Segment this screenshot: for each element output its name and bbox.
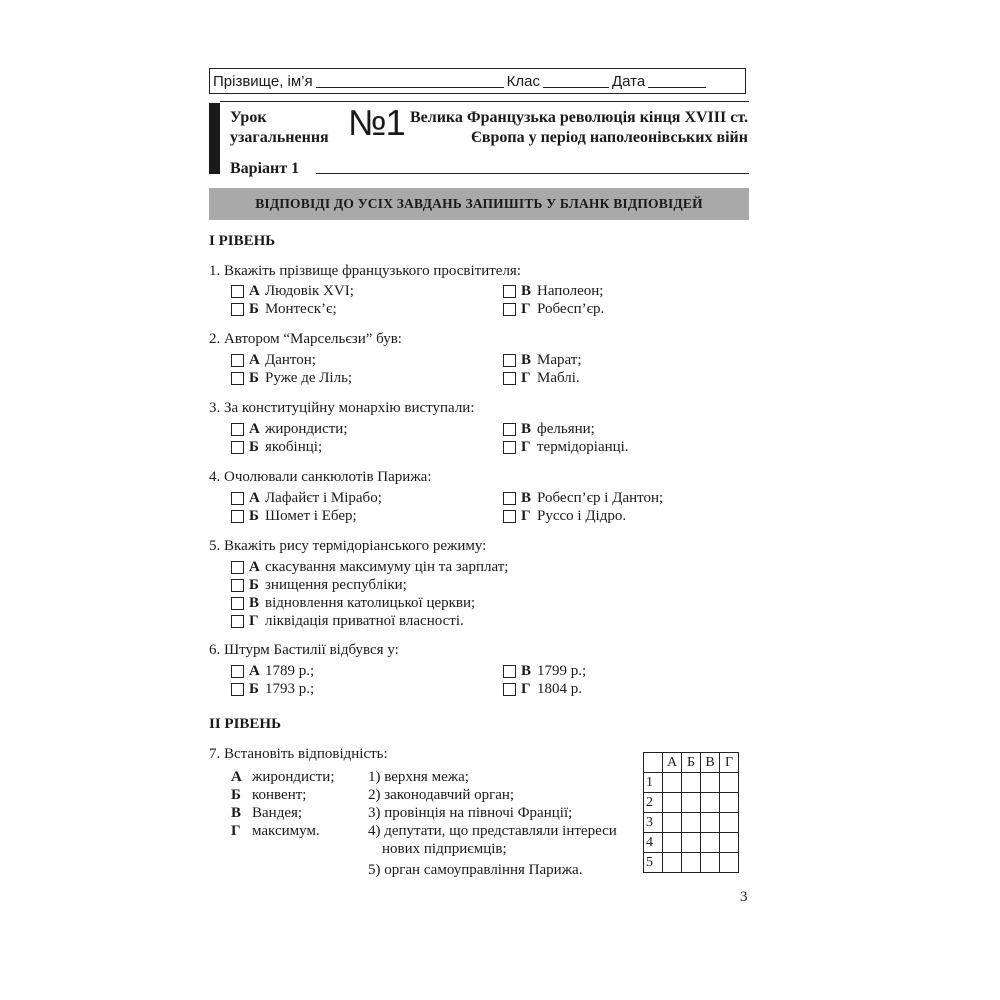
grid-col-header: А bbox=[663, 753, 682, 773]
q2-option-a[interactable]: А Дантон; bbox=[231, 351, 316, 369]
question-6: 6. Штурм Бастилії відбувся у: bbox=[209, 642, 399, 658]
q3-option-a[interactable]: А жирондисти; bbox=[231, 420, 348, 438]
date-blank[interactable] bbox=[648, 74, 706, 88]
checkbox[interactable] bbox=[503, 665, 516, 678]
q3-option-b[interactable]: Б якобінці; bbox=[231, 438, 322, 456]
match-left-item: А жирондисти; bbox=[231, 769, 335, 785]
variant-label: Варіант 1 bbox=[230, 160, 300, 177]
checkbox[interactable] bbox=[231, 561, 244, 574]
question-1: 1. Вкажіть прізвище французького просвітителя: bbox=[209, 263, 521, 279]
checkbox[interactable] bbox=[231, 423, 244, 436]
grid-cell[interactable] bbox=[720, 773, 739, 793]
checkbox[interactable] bbox=[231, 492, 244, 505]
grid-cell[interactable] bbox=[720, 813, 739, 833]
match-right-item: 5) орган самоуправління Парижа. bbox=[368, 862, 583, 878]
grid-cell[interactable] bbox=[720, 853, 739, 873]
checkbox[interactable] bbox=[231, 372, 244, 385]
grid-cell[interactable] bbox=[682, 813, 701, 833]
q4-option-b[interactable]: Б Шомет і Ебер; bbox=[231, 507, 357, 525]
lesson-kind-line2: узагальнення bbox=[230, 129, 329, 146]
q3-option-v[interactable]: В фельяни; bbox=[503, 420, 595, 438]
checkbox[interactable] bbox=[231, 354, 244, 367]
checkbox[interactable] bbox=[503, 354, 516, 367]
surname-label: Прізвище, ім’я bbox=[213, 72, 313, 90]
level-1-heading: І РІВЕНЬ bbox=[209, 233, 276, 249]
grid-cell[interactable] bbox=[663, 853, 682, 873]
q5-option-b[interactable]: Б знищення республіки; bbox=[231, 576, 407, 594]
q2-option-b[interactable]: Б Руже де Ліль; bbox=[231, 369, 352, 387]
lesson-number: №1 bbox=[348, 102, 405, 143]
lesson-marker-bar bbox=[209, 103, 220, 174]
grid-cell[interactable] bbox=[663, 773, 682, 793]
checkbox[interactable] bbox=[231, 441, 244, 454]
matching-right-column bbox=[368, 768, 617, 879]
checkbox[interactable] bbox=[231, 683, 244, 696]
q2-option-g[interactable]: Г Маблі. bbox=[503, 369, 580, 387]
q4-option-g[interactable]: Г Руссо і Дідро. bbox=[503, 507, 626, 525]
checkbox[interactable] bbox=[503, 423, 516, 436]
q6-option-g[interactable]: Г 1804 р. bbox=[503, 680, 582, 698]
q1-option-b[interactable]: Б Монтеск’є; bbox=[231, 300, 337, 318]
match-right-item: 3) провінція на півночі Франції; bbox=[368, 805, 573, 821]
grid-cell[interactable] bbox=[682, 833, 701, 853]
match-right-item: 2) законодавчий орган; bbox=[368, 787, 515, 803]
grid-cell[interactable] bbox=[701, 813, 720, 833]
grid-cell[interactable] bbox=[663, 833, 682, 853]
topic-line2: Європа у період наполеонівських війн bbox=[470, 129, 748, 146]
grid-cell[interactable] bbox=[701, 773, 720, 793]
checkbox[interactable] bbox=[231, 285, 244, 298]
checkbox[interactable] bbox=[503, 683, 516, 696]
variant-blank[interactable] bbox=[316, 173, 749, 174]
grid-cell[interactable] bbox=[663, 813, 682, 833]
match-left-item: В Вандея; bbox=[231, 805, 303, 821]
checkbox[interactable] bbox=[503, 303, 516, 316]
checkbox[interactable] bbox=[231, 665, 244, 678]
grid-row-header: 2 bbox=[644, 793, 663, 813]
q3-option-g[interactable]: Г термідоріанці. bbox=[503, 438, 629, 456]
grid-cell[interactable] bbox=[701, 793, 720, 813]
q6-option-b[interactable]: Б 1793 р.; bbox=[231, 680, 314, 698]
q1-option-a[interactable]: А Людовік XVI; bbox=[231, 282, 354, 300]
checkbox[interactable] bbox=[231, 510, 244, 523]
checkbox[interactable] bbox=[503, 492, 516, 505]
topic-line1: Велика Французька революція кінця XVIII ст. bbox=[409, 109, 748, 126]
lesson-kind-line1: Урок bbox=[230, 109, 267, 126]
answer-grid bbox=[643, 752, 739, 873]
q6-option-a[interactable]: А 1789 р.; bbox=[231, 662, 314, 680]
instruction-banner: ВІДПОВІДІ ДО УСІХ ЗАВДАНЬ ЗАПИШІТЬ У БЛАНК ВІДПОВІДЕЙ bbox=[209, 188, 749, 220]
lesson-kind bbox=[230, 108, 329, 148]
q5-option-g[interactable]: Г ліквідація приватної власності. bbox=[231, 612, 464, 630]
q1-option-v[interactable]: В Наполеон; bbox=[503, 282, 603, 300]
class-blank[interactable] bbox=[543, 74, 609, 88]
question-7: 7. Встановіть відповідність: bbox=[209, 746, 388, 762]
page-number: 3 bbox=[740, 889, 748, 905]
grid-cell[interactable] bbox=[682, 793, 701, 813]
grid-row-header: 3 bbox=[644, 813, 663, 833]
grid-cell[interactable] bbox=[682, 853, 701, 873]
checkbox[interactable] bbox=[503, 510, 516, 523]
question-3: 3. За конституційну монархію виступали: bbox=[209, 400, 475, 416]
q4-option-a[interactable]: А Лафайєт і Мірабо; bbox=[231, 489, 382, 507]
grid-col-header: Г bbox=[720, 753, 739, 773]
grid-corner bbox=[644, 753, 663, 773]
question-5: 5. Вкажіть рису термідоріанського режиму: bbox=[209, 538, 487, 554]
checkbox[interactable] bbox=[503, 285, 516, 298]
checkbox[interactable] bbox=[231, 579, 244, 592]
match-left-item: Б конвент; bbox=[231, 787, 307, 803]
level-2-heading: ІІ РІВЕНЬ bbox=[209, 716, 282, 732]
lesson-topic bbox=[410, 108, 748, 148]
q5-option-v[interactable]: В відновлення католицької церкви; bbox=[231, 594, 475, 612]
grid-row-header: 4 bbox=[644, 833, 663, 853]
q6-option-v[interactable]: В 1799 р.; bbox=[503, 662, 586, 680]
surname-blank[interactable] bbox=[316, 74, 504, 88]
match-left-item: Г максимум. bbox=[231, 823, 320, 839]
q2-option-v[interactable]: В Марат; bbox=[503, 351, 582, 369]
checkbox[interactable] bbox=[231, 597, 244, 610]
question-4: 4. Очолювали санкюлотів Парижа: bbox=[209, 469, 432, 485]
question-2: 2. Автором “Марсельєзи” був: bbox=[209, 331, 402, 347]
grid-cell[interactable] bbox=[701, 833, 720, 853]
class-label: Клас bbox=[506, 72, 540, 90]
checkbox[interactable] bbox=[231, 615, 244, 628]
checkbox[interactable] bbox=[503, 372, 516, 385]
match-right-item: 4) депутати, що представляли інтереси bbox=[368, 823, 617, 839]
grid-cell[interactable] bbox=[720, 793, 739, 813]
q5-option-a[interactable]: А скасування максимуму цін та зарплат; bbox=[231, 558, 508, 576]
grid-cell[interactable] bbox=[701, 853, 720, 873]
q4-option-v[interactable]: В Робесп’єр і Дантон; bbox=[503, 489, 663, 507]
grid-row-header: 1 bbox=[644, 773, 663, 793]
grid-cell[interactable] bbox=[720, 833, 739, 853]
lesson-divider bbox=[220, 101, 749, 102]
match-right-item: 1) верхня межа; bbox=[368, 769, 469, 785]
grid-cell[interactable] bbox=[682, 773, 701, 793]
checkbox[interactable] bbox=[503, 441, 516, 454]
student-info-box bbox=[209, 68, 746, 94]
checkbox[interactable] bbox=[231, 303, 244, 316]
grid-row-header: 5 bbox=[644, 853, 663, 873]
q1-option-g[interactable]: Г Робесп’єр. bbox=[503, 300, 604, 318]
grid-col-header: Б bbox=[682, 753, 701, 773]
matching-left-column bbox=[231, 768, 335, 840]
date-label: Дата bbox=[611, 72, 646, 90]
grid-cell[interactable] bbox=[663, 793, 682, 813]
match-right-item-continued: нових підприємців; bbox=[382, 841, 507, 857]
grid-col-header: В bbox=[701, 753, 720, 773]
